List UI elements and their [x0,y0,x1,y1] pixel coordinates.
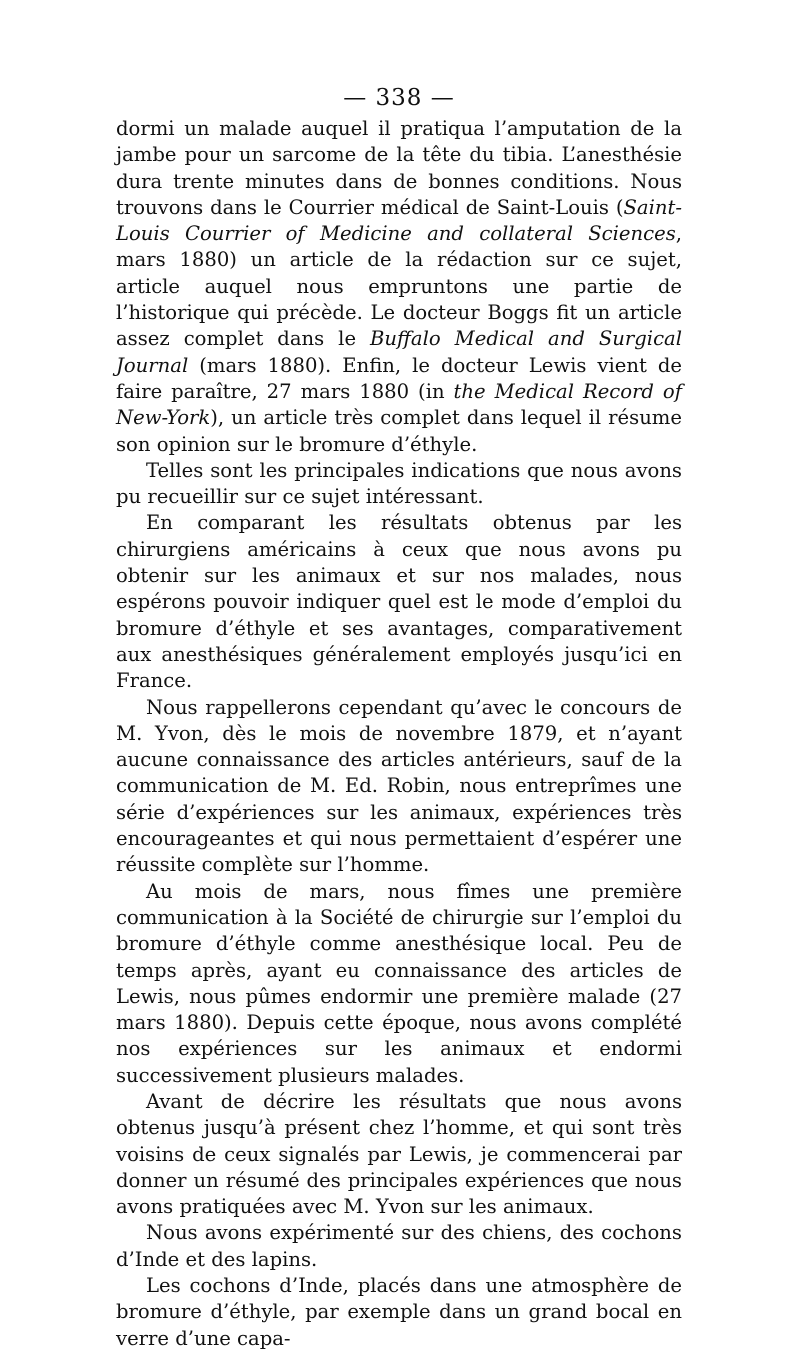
paragraph-text: , mars 1880) un article de la rédaction sur ce sujet, article auquel nous empruntons une partie de l’historique qui précède. Le docteur Boggs fit un article assez complet dans le [116,222,682,351]
italic-title-text: Buffalo Medical and Surgical Journal [116,327,682,377]
paragraph-text: Au mois de mars, nous fîmes une première communication à la Société de chirurgie sur l’emploi du bromure d’éthyle comme anesthésique local. Peu de temps après, ayant eu connaissance des articles de Lewis, nous pûmes endormir une première malade (27 mars 1880). Depuis cette époque, nous avons complété nos expériences sur les animaux et endormi successivement plusieurs malades. [116,879,682,1087]
paragraph-text: Les cochons d’Inde, placés dans une atmosphère de bromure d’éthyle, par exemple dans un grand bocal en verre d’une capa- [116,1274,682,1350]
paragraph-text: En comparant les résultats obtenus par les chirurgiens américains à ceux que nous avons pu obtenir sur les animaux et sur nos malades, nous espérons pouvoir indiquer quel est le mode d’emploi du bromure d’éthyle et ses avantages, comparativement aux anesthésiques généralement employés jusqu’ici en France. [116,511,682,693]
paragraph [116,1220,682,1273]
book-page [116,84,682,1352]
paragraph-text: dormi un malade auquel il pratiqua l’amputation de la jambe pour un sarcome de la tête du tibia. L’anesthésie dura trente minutes dans de bonnes conditions. Nous trouvons dans le Courrier médical de Saint-Louis ( [116,117,682,219]
paragraph [116,458,682,511]
italic-title-text: Saint-Louis Courrier of Medicine and collateral Sciences [116,195,682,246]
paragraph-text: Nous rappellerons cependant qu’avec le concours de M. Yvon, dès le mois de novembre 1879, et n’ayant aucune connaissance des articles antérieurs, sauf de la communication de M. Ed. Robin, nous entreprîmes une série d’expériences sur les animaux, expériences très encourageantes et qui nous permettaient d’espérer une réussite complète sur l’homme. [116,695,682,877]
page-number: — 338 — [343,85,455,111]
paragraph [116,879,682,1089]
paragraph-text: Nous avons expérimenté sur des chiens, des cochons d’Inde et des lapins. [116,1221,682,1271]
paragraph-text: (mars 1880). Enfin, le docteur Lewis vient de faire paraître, 27 mars 1880 (in [116,353,682,403]
paragraph-text: ), un article très complet dans lequel il résume son opinion sur le bromure d’éthyle. [116,406,682,456]
paragraph-text: Avant de décrire les résultats que nous avons obtenus jusqu’à présent chez l’homme, et qui sont très voisins de ceux signalés par Lewis, je commencerai par donner un résumé des principales expériences que nous avons pratiquées avec M. Yvon sur les animaux. [116,1089,682,1219]
paragraph [116,1273,682,1352]
paragraph [116,510,682,694]
paragraph [116,695,682,879]
paragraph [116,1089,682,1220]
paragraph [116,116,682,458]
italic-title-text: the Medical Record of New-York [116,379,682,430]
paragraph-text: Telles sont les principales indications que nous avons pu recueillir sur ce sujet intéressant. [116,458,682,509]
